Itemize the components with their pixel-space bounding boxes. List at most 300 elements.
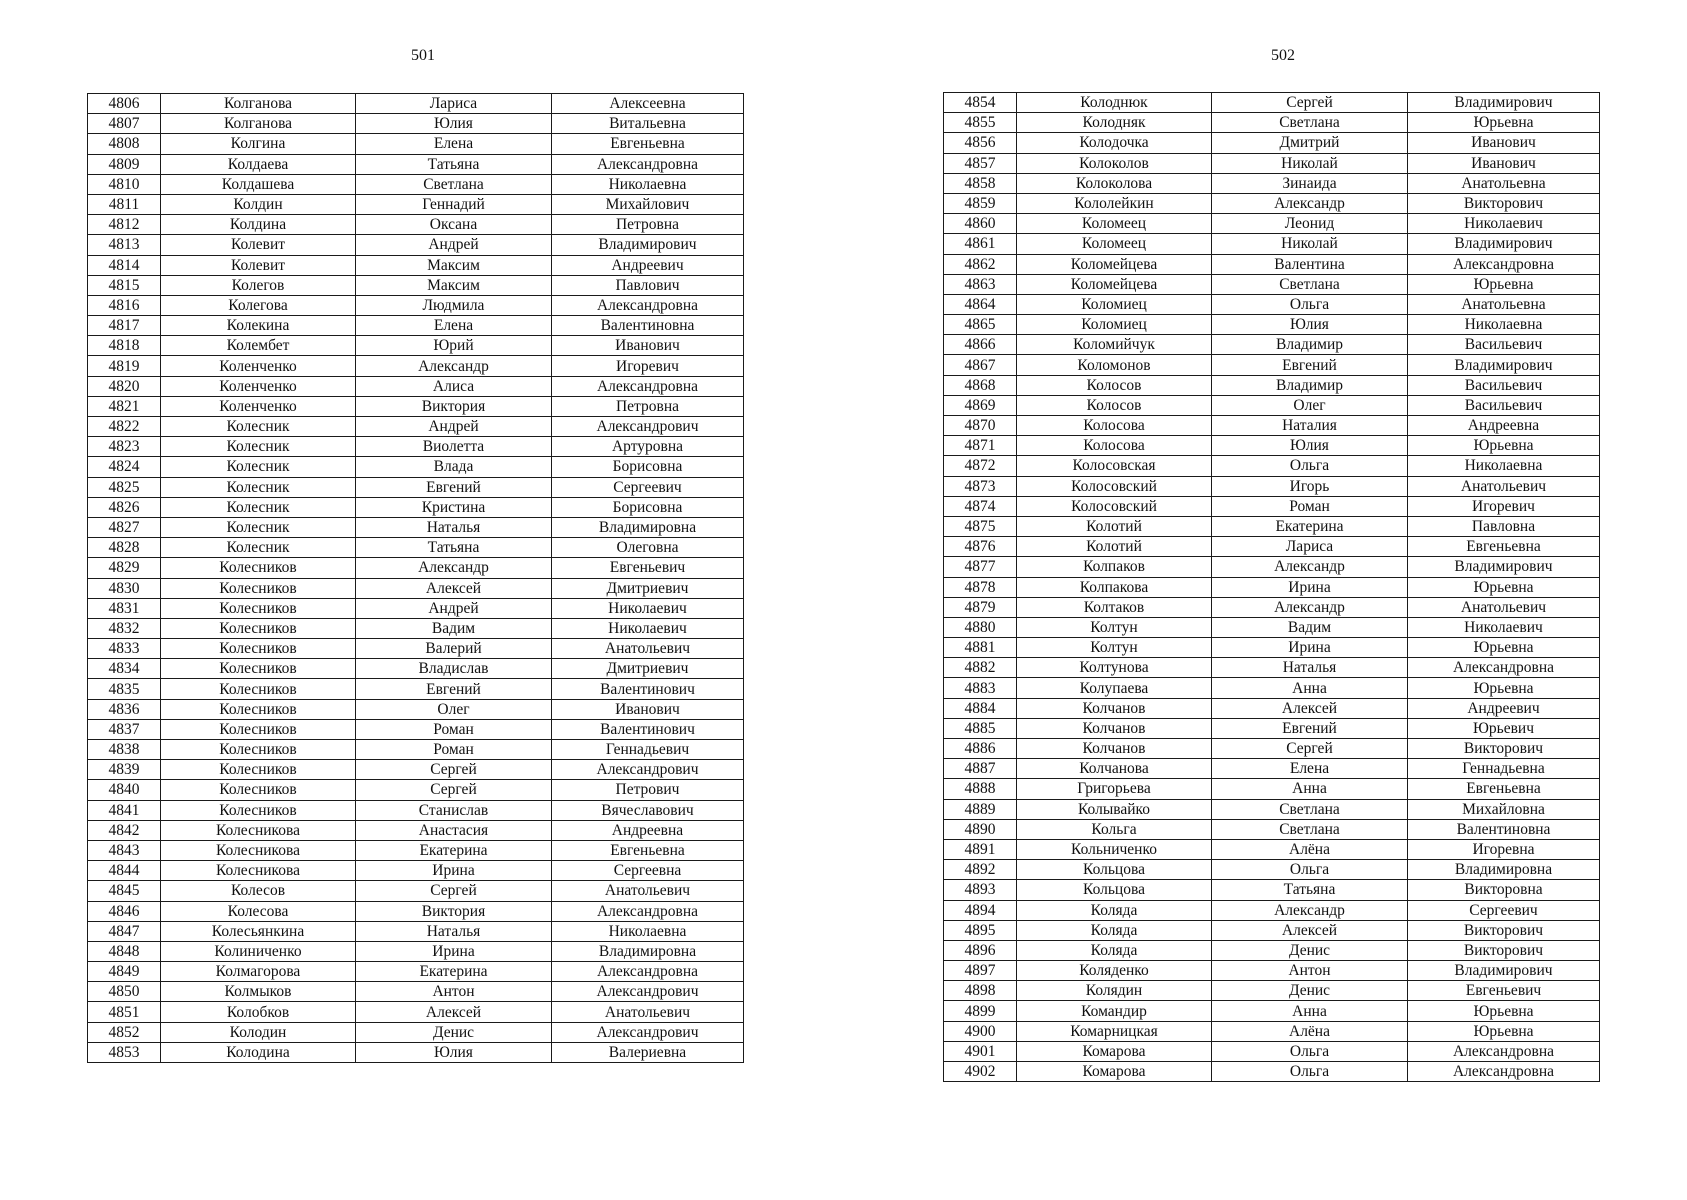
patronymic-cell: Валериевна (552, 1042, 744, 1062)
patronymic-cell: Игоревна (1408, 839, 1600, 859)
first-name-cell: Людмила (356, 295, 552, 315)
last-name-cell: Колодочка (1017, 133, 1212, 153)
patronymic-cell: Николаевич (552, 618, 744, 638)
last-name-cell: Коломиец (1017, 315, 1212, 335)
first-name-cell: Влада (356, 457, 552, 477)
patronymic-cell: Евгеньевич (1408, 981, 1600, 1001)
row-number-cell: 4822 (88, 417, 161, 437)
first-name-cell: Анна (1212, 1001, 1408, 1021)
patronymic-cell: Александровна (552, 154, 744, 174)
first-name-cell: Алёна (1212, 839, 1408, 859)
table-row (88, 639, 744, 659)
last-name-cell: Колесников (161, 800, 356, 820)
last-name-cell: Колесник (161, 497, 356, 517)
last-name-cell: Колчанов (1017, 718, 1212, 738)
table-row (88, 881, 744, 901)
patronymic-cell: Александровна (1408, 658, 1600, 678)
patronymic-cell: Владимировна (1408, 860, 1600, 880)
table-row (88, 760, 744, 780)
table-row (944, 476, 1600, 496)
table-row (88, 477, 744, 497)
first-name-cell: Роман (1212, 496, 1408, 516)
patronymic-cell: Александровна (552, 901, 744, 921)
patronymic-cell: Валентиновна (1408, 819, 1600, 839)
table-row (944, 759, 1600, 779)
table-row (88, 1002, 744, 1022)
last-name-cell: Колгина (161, 134, 356, 154)
first-name-cell: Юлия (356, 114, 552, 134)
table-row (88, 174, 744, 194)
first-name-cell: Александр (356, 356, 552, 376)
first-name-cell: Кристина (356, 497, 552, 517)
row-number-cell: 4893 (944, 880, 1017, 900)
first-name-cell: Виолетта (356, 437, 552, 457)
patronymic-cell: Владимирович (1408, 557, 1600, 577)
first-name-cell: Ирина (1212, 638, 1408, 658)
last-name-cell: Колчанова (1017, 759, 1212, 779)
patronymic-cell: Павлович (552, 275, 744, 295)
patronymic-cell: Евгеньевна (1408, 537, 1600, 557)
last-name-cell: Колесова (161, 901, 356, 921)
patronymic-cell: Анатольевна (1408, 294, 1600, 314)
row-number-cell: 4820 (88, 376, 161, 396)
table-row (944, 799, 1600, 819)
patronymic-cell: Владимирович (1408, 234, 1600, 254)
table-row (944, 779, 1600, 799)
first-name-cell: Денис (1212, 981, 1408, 1001)
patronymic-cell: Александровна (1408, 1041, 1600, 1061)
row-number-cell: 4816 (88, 295, 161, 315)
last-name-cell: Колесник (161, 517, 356, 537)
patronymic-cell: Александрович (552, 1022, 744, 1042)
row-number-cell: 4869 (944, 395, 1017, 415)
row-number-cell: 4856 (944, 133, 1017, 153)
first-name-cell: Юрий (356, 336, 552, 356)
row-number-cell: 4882 (944, 658, 1017, 678)
patronymic-cell: Владимирович (1408, 93, 1600, 113)
page-number-right: 502 (1271, 47, 1295, 64)
patronymic-cell: Юрьевна (1408, 577, 1600, 597)
last-name-cell: Колдашева (161, 174, 356, 194)
table-row (88, 396, 744, 416)
table-row (88, 154, 744, 174)
row-number-cell: 4815 (88, 275, 161, 295)
first-name-cell: Андрей (356, 235, 552, 255)
row-number-cell: 4826 (88, 497, 161, 517)
table-row (88, 780, 744, 800)
table-row (944, 173, 1600, 193)
last-name-cell: Колосовский (1017, 476, 1212, 496)
row-number-cell: 4817 (88, 316, 161, 336)
patronymic-cell: Дмитриевич (552, 659, 744, 679)
table-row (944, 416, 1600, 436)
first-name-cell: Александр (356, 558, 552, 578)
first-name-cell: Максим (356, 255, 552, 275)
last-name-cell: Коломейцева (1017, 274, 1212, 294)
patronymic-cell: Викторович (1408, 739, 1600, 759)
table-row (944, 214, 1600, 234)
row-number-cell: 4835 (88, 679, 161, 699)
patronymic-cell: Владимирович (1408, 355, 1600, 375)
patronymic-cell: Павловна (1408, 516, 1600, 536)
table-row (88, 356, 744, 376)
first-name-cell: Андрей (356, 598, 552, 618)
last-name-cell: Колевит (161, 235, 356, 255)
last-name-cell: Комарницкая (1017, 1021, 1212, 1041)
row-number-cell: 4871 (944, 436, 1017, 456)
table-row (88, 861, 744, 881)
last-name-cell: Колоднюк (1017, 93, 1212, 113)
table-row (88, 497, 744, 517)
patronymic-cell: Викторович (1408, 193, 1600, 213)
table-row (88, 740, 744, 760)
row-number-cell: 4867 (944, 355, 1017, 375)
patronymic-cell: Андреевна (552, 820, 744, 840)
patronymic-cell: Александрович (552, 417, 744, 437)
first-name-cell: Сергей (356, 780, 552, 800)
first-name-cell: Олег (356, 699, 552, 719)
patronymic-cell: Борисовна (552, 457, 744, 477)
last-name-cell: Колдаева (161, 154, 356, 174)
last-name-cell: Колесникова (161, 840, 356, 860)
first-name-cell: Евгений (1212, 355, 1408, 375)
patronymic-cell: Иванович (1408, 153, 1600, 173)
row-number-cell: 4889 (944, 799, 1017, 819)
table-row (88, 659, 744, 679)
patronymic-cell: Николаевич (552, 598, 744, 618)
last-name-cell: Колесников (161, 719, 356, 739)
table-row (88, 699, 744, 719)
first-name-cell: Наталья (356, 517, 552, 537)
row-number-cell: 4825 (88, 477, 161, 497)
first-name-cell: Юлия (1212, 436, 1408, 456)
table-row (944, 617, 1600, 637)
last-name-cell: Колегов (161, 275, 356, 295)
table-row (944, 880, 1600, 900)
row-number-cell: 4858 (944, 173, 1017, 193)
row-number-cell: 4814 (88, 255, 161, 275)
patronymic-cell: Юрьевич (1408, 718, 1600, 738)
last-name-cell: Колосовская (1017, 456, 1212, 476)
first-name-cell: Анна (1212, 779, 1408, 799)
row-number-cell: 4890 (944, 819, 1017, 839)
row-number-cell: 4878 (944, 577, 1017, 597)
first-name-cell: Юлия (356, 1042, 552, 1062)
row-number-cell: 4887 (944, 759, 1017, 779)
patronymic-cell: Викторович (1408, 940, 1600, 960)
patronymic-cell: Валентинович (552, 719, 744, 739)
roster-table-right-body (944, 93, 1600, 1082)
first-name-cell: Светлана (1212, 113, 1408, 133)
table-row (944, 315, 1600, 335)
last-name-cell: Колганова (161, 94, 356, 114)
row-number-cell: 4836 (88, 699, 161, 719)
table-row (88, 679, 744, 699)
table-row (944, 436, 1600, 456)
row-number-cell: 4859 (944, 193, 1017, 213)
last-name-cell: Колотий (1017, 537, 1212, 557)
row-number-cell: 4848 (88, 941, 161, 961)
patronymic-cell: Юрьевна (1408, 274, 1600, 294)
row-number-cell: 4863 (944, 274, 1017, 294)
table-row (944, 456, 1600, 476)
first-name-cell: Наталия (1212, 416, 1408, 436)
first-name-cell: Ирина (356, 861, 552, 881)
patronymic-cell: Петровна (552, 215, 744, 235)
first-name-cell: Евгений (356, 477, 552, 497)
patronymic-cell: Викторовна (1408, 880, 1600, 900)
first-name-cell: Роман (356, 719, 552, 739)
first-name-cell: Роман (356, 740, 552, 760)
table-row (944, 1041, 1600, 1061)
patronymic-cell: Олеговна (552, 538, 744, 558)
row-number-cell: 4900 (944, 1021, 1017, 1041)
row-number-cell: 4810 (88, 174, 161, 194)
row-number-cell: 4862 (944, 254, 1017, 274)
row-number-cell: 4827 (88, 517, 161, 537)
last-name-cell: Колесников (161, 679, 356, 699)
patronymic-cell: Валентиновна (552, 316, 744, 336)
row-number-cell: 4808 (88, 134, 161, 154)
last-name-cell: Коломеец (1017, 234, 1212, 254)
row-number-cell: 4898 (944, 981, 1017, 1001)
row-number-cell: 4860 (944, 214, 1017, 234)
first-name-cell: Вадим (1212, 617, 1408, 637)
last-name-cell: Колесников (161, 639, 356, 659)
roster-table-left (87, 93, 744, 1063)
table-row (944, 577, 1600, 597)
last-name-cell: Колесников (161, 740, 356, 760)
first-name-cell: Валентина (1212, 254, 1408, 274)
table-row (944, 355, 1600, 375)
row-number-cell: 4811 (88, 194, 161, 214)
first-name-cell: Денис (1212, 940, 1408, 960)
patronymic-cell: Евгеньевна (552, 134, 744, 154)
last-name-cell: Колесник (161, 538, 356, 558)
patronymic-cell: Андреевна (1408, 416, 1600, 436)
table-row (88, 457, 744, 477)
patronymic-cell: Юрьевна (1408, 1021, 1600, 1041)
first-name-cell: Станислав (356, 800, 552, 820)
table-row (88, 94, 744, 114)
first-name-cell: Евгений (1212, 718, 1408, 738)
last-name-cell: Колосова (1017, 436, 1212, 456)
row-number-cell: 4843 (88, 840, 161, 860)
last-name-cell: Кольцова (1017, 860, 1212, 880)
row-number-cell: 4876 (944, 537, 1017, 557)
first-name-cell: Виктория (356, 396, 552, 416)
row-number-cell: 4824 (88, 457, 161, 477)
table-row (944, 961, 1600, 981)
last-name-cell: Колодина (161, 1042, 356, 1062)
row-number-cell: 4880 (944, 617, 1017, 637)
first-name-cell: Дмитрий (1212, 133, 1408, 153)
first-name-cell: Алёна (1212, 1021, 1408, 1041)
first-name-cell: Алексей (356, 578, 552, 598)
table-row (88, 1042, 744, 1062)
table-row (944, 839, 1600, 859)
first-name-cell: Олег (1212, 395, 1408, 415)
patronymic-cell: Николаевна (552, 174, 744, 194)
first-name-cell: Игорь (1212, 476, 1408, 496)
table-row (944, 234, 1600, 254)
last-name-cell: Колтунова (1017, 658, 1212, 678)
row-number-cell: 4875 (944, 516, 1017, 536)
row-number-cell: 4870 (944, 416, 1017, 436)
row-number-cell: 4831 (88, 598, 161, 618)
patronymic-cell: Андреевич (552, 255, 744, 275)
row-number-cell: 4828 (88, 538, 161, 558)
patronymic-cell: Валентинович (552, 679, 744, 699)
table-row (944, 940, 1600, 960)
last-name-cell: Колесников (161, 780, 356, 800)
first-name-cell: Светлана (1212, 799, 1408, 819)
first-name-cell: Владимир (1212, 375, 1408, 395)
first-name-cell: Ольга (1212, 1062, 1408, 1082)
table-row (944, 739, 1600, 759)
table-row (944, 698, 1600, 718)
patronymic-cell: Юрьевна (1408, 436, 1600, 456)
first-name-cell: Владимир (1212, 335, 1408, 355)
last-name-cell: Комарова (1017, 1062, 1212, 1082)
first-name-cell: Ольга (1212, 456, 1408, 476)
first-name-cell: Татьяна (1212, 880, 1408, 900)
last-name-cell: Колтун (1017, 638, 1212, 658)
row-number-cell: 4838 (88, 740, 161, 760)
roster-table-left-body (88, 94, 744, 1063)
row-number-cell: 4821 (88, 396, 161, 416)
patronymic-cell: Юрьевна (1408, 1001, 1600, 1021)
first-name-cell: Антон (356, 982, 552, 1002)
table-row (88, 295, 744, 315)
patronymic-cell: Евгеньевна (1408, 779, 1600, 799)
patronymic-cell: Геннадьевич (552, 740, 744, 760)
patronymic-cell: Васильевич (1408, 395, 1600, 415)
row-number-cell: 4846 (88, 901, 161, 921)
row-number-cell: 4864 (944, 294, 1017, 314)
last-name-cell: Кольцова (1017, 880, 1212, 900)
last-name-cell: Колесников (161, 618, 356, 638)
first-name-cell: Геннадий (356, 194, 552, 214)
last-name-cell: Колдин (161, 194, 356, 214)
table-row (944, 678, 1600, 698)
row-number-cell: 4891 (944, 839, 1017, 859)
first-name-cell: Лариса (1212, 537, 1408, 557)
row-number-cell: 4837 (88, 719, 161, 739)
last-name-cell: Колесник (161, 417, 356, 437)
patronymic-cell: Иванович (1408, 133, 1600, 153)
table-row (88, 578, 744, 598)
row-number-cell: 4834 (88, 659, 161, 679)
first-name-cell: Валерий (356, 639, 552, 659)
last-name-cell: Колембет (161, 336, 356, 356)
patronymic-cell: Андреевич (1408, 698, 1600, 718)
last-name-cell: Коломонов (1017, 355, 1212, 375)
row-number-cell: 4819 (88, 356, 161, 376)
last-name-cell: Коломеец (1017, 214, 1212, 234)
table-row (88, 376, 744, 396)
last-name-cell: Коляда (1017, 900, 1212, 920)
first-name-cell: Елена (356, 316, 552, 336)
row-number-cell: 4885 (944, 718, 1017, 738)
last-name-cell: Колесник (161, 477, 356, 497)
first-name-cell: Алексей (1212, 920, 1408, 940)
first-name-cell: Ольга (1212, 1041, 1408, 1061)
patronymic-cell: Геннадьевна (1408, 759, 1600, 779)
row-number-cell: 4861 (944, 234, 1017, 254)
row-number-cell: 4886 (944, 739, 1017, 759)
row-number-cell: 4832 (88, 618, 161, 638)
patronymic-cell: Александровна (552, 376, 744, 396)
patronymic-cell: Васильевич (1408, 375, 1600, 395)
last-name-cell: Колпаков (1017, 557, 1212, 577)
table-row (88, 114, 744, 134)
row-number-cell: 4830 (88, 578, 161, 598)
first-name-cell: Екатерина (1212, 516, 1408, 536)
first-name-cell: Денис (356, 1022, 552, 1042)
table-row (944, 557, 1600, 577)
row-number-cell: 4868 (944, 375, 1017, 395)
last-name-cell: Коломейцева (1017, 254, 1212, 274)
first-name-cell: Сергей (356, 881, 552, 901)
row-number-cell: 4896 (944, 940, 1017, 960)
first-name-cell: Ольга (1212, 294, 1408, 314)
patronymic-cell: Александровна (1408, 1062, 1600, 1082)
patronymic-cell: Алексеевна (552, 94, 744, 114)
first-name-cell: Ирина (356, 941, 552, 961)
row-number-cell: 4865 (944, 315, 1017, 335)
first-name-cell: Анастасия (356, 820, 552, 840)
patronymic-cell: Александровна (552, 962, 744, 982)
first-name-cell: Александр (1212, 597, 1408, 617)
last-name-cell: Колесьянкина (161, 921, 356, 941)
patronymic-cell: Юрьевна (1408, 113, 1600, 133)
last-name-cell: Коляденко (1017, 961, 1212, 981)
row-number-cell: 4895 (944, 920, 1017, 940)
patronymic-cell: Михайловна (1408, 799, 1600, 819)
patronymic-cell: Владимировна (552, 517, 744, 537)
patronymic-cell: Иванович (552, 699, 744, 719)
first-name-cell: Екатерина (356, 840, 552, 860)
row-number-cell: 4857 (944, 153, 1017, 173)
first-name-cell: Лариса (356, 94, 552, 114)
first-name-cell: Александр (1212, 193, 1408, 213)
patronymic-cell: Евгеньевна (552, 840, 744, 860)
patronymic-cell: Юрьевна (1408, 678, 1600, 698)
row-number-cell: 4839 (88, 760, 161, 780)
row-number-cell: 4829 (88, 558, 161, 578)
first-name-cell: Николай (1212, 234, 1408, 254)
last-name-cell: Кольга (1017, 819, 1212, 839)
table-row (944, 537, 1600, 557)
first-name-cell: Максим (356, 275, 552, 295)
table-row (944, 274, 1600, 294)
table-row (88, 316, 744, 336)
table-row (88, 598, 744, 618)
table-row (944, 981, 1600, 1001)
row-number-cell: 4850 (88, 982, 161, 1002)
row-number-cell: 4881 (944, 638, 1017, 658)
last-name-cell: Колганова (161, 114, 356, 134)
table-row (88, 1022, 744, 1042)
first-name-cell: Алексей (356, 1002, 552, 1022)
table-row (944, 254, 1600, 274)
row-number-cell: 4849 (88, 962, 161, 982)
patronymic-cell: Александрович (552, 760, 744, 780)
last-name-cell: Колесников (161, 558, 356, 578)
table-row (944, 638, 1600, 658)
patronymic-cell: Николаевна (552, 921, 744, 941)
